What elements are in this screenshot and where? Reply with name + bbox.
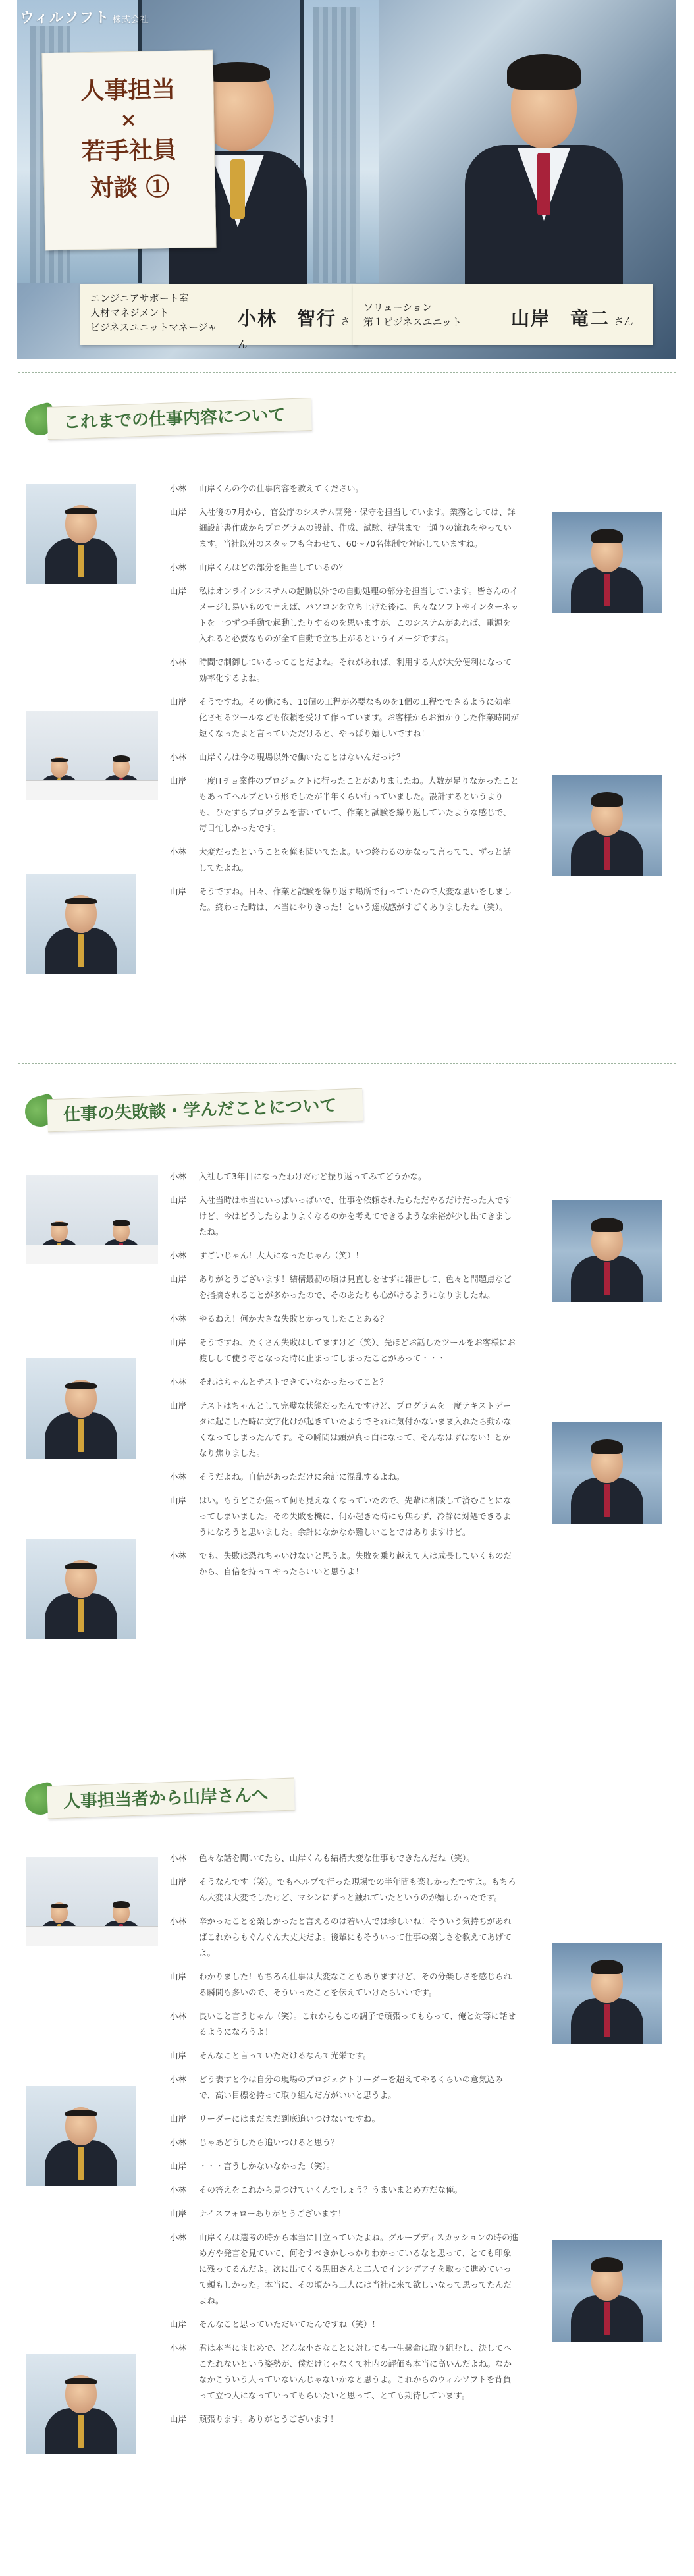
dialogue-line: 山岸 そうですね。その他にも、10個の工程が必要なものを1個の工程でできるように効率化させるツールなども依頼を受けて作っています。お客様からお預かりした作業時間が短くなったよと言っていただけると、やっぱり嬉しいですね！ bbox=[170, 697, 520, 738]
kobayashi-photo bbox=[26, 1358, 136, 1459]
section-title: これまでの仕事内容について bbox=[47, 398, 312, 440]
dialogue bbox=[170, 1850, 519, 2427]
conversation-photo bbox=[26, 1175, 158, 1264]
dialogue-line: 山岸 そうなんです（笑）。でもヘルプで行った現場での半年間も楽しかったですよ。もちろん大変は大変でしたけど、マシンにずっと触れていたというのが嬉しかったです。 bbox=[170, 1877, 516, 1902]
title-line-2: 若手社員 bbox=[81, 136, 177, 166]
section-divider bbox=[18, 1063, 676, 1064]
dialogue-line: 山岸 わかりました！もちろん仕事は大変なこともありますけど、その分楽しさを感じられる瞬間も多いので、そういったことを伝えていけたらいいです。 bbox=[170, 1972, 512, 1997]
dialogue-line: 小林 色々な話を聞いてたら、山岸くんも結構大変な仕事もできたんだね（笑）。 bbox=[170, 1853, 475, 1863]
dialogue-line: 小林 良いこと言うじゃん（笑）。これからもこの調子で頑張ってもらって、俺と対等に話せるようになろうよ！ bbox=[170, 2011, 516, 2037]
dialogue-line: 山岸 ・・・言うしかないなかった（笑）。 bbox=[170, 2161, 335, 2171]
conversation-photo bbox=[26, 711, 158, 800]
kobayashi-photo bbox=[26, 2086, 136, 2186]
section-divider bbox=[18, 372, 676, 373]
dialogue-line: 小林 大変だったということを俺も聞いてたよ。いつ終わるのかなって言ってて、ずっと話してたよね。 bbox=[170, 847, 512, 872]
dialogue-line: 山岸 そんなこと言っていただけるなんて光栄です。 bbox=[170, 2051, 371, 2060]
yamagishi-name: 山岸 竜二 さん bbox=[511, 308, 634, 329]
dialogue-line: 小林 すごいじゃん！大人になったじゃん（笑）！ bbox=[170, 1250, 364, 1260]
title-line-1: 人事担当 bbox=[80, 75, 176, 105]
kobayashi-name-card bbox=[80, 284, 356, 350]
dialogue bbox=[170, 1169, 519, 1580]
yamagishi-photo bbox=[552, 512, 662, 613]
yamagishi-photo bbox=[552, 1943, 662, 2044]
dialogue-line: 小林 山岸くんは選考の時から本当に目立っていたよね。グループディスカッションの時の進め方や発言を見ていて、何をすべきかしっかりわかっているなと思って、とても印象に残ってるんだよ。次に出てくる黒田さんと二人でインシデアチを取って進めていって頼もしかった。本当に、その頃から二人には当社に来て欲しいなって思ってたんだよね。 bbox=[170, 2232, 519, 2305]
dialogue-line: 小林 それはちゃんとテストできていなかったってこと？ bbox=[170, 1377, 388, 1387]
dialogue-line: 小林 やるねえ！何か大きな失敗とかってしたことある？ bbox=[170, 1314, 388, 1324]
dialogue-line: 山岸 入社後の7月から、官公庁のシステム開発・保守を担当しています。業務としては、詳細設計書作成からプログラムの設計、作成、試験、提供まで一通りの流れをやっています。当社以外のスタッフも合わせて、60～70名体制で対応していますね。 bbox=[170, 507, 516, 549]
dialogue-line: 山岸 一度ITチョ案件のプロジェクトに行ったことがありましたね。人数が足りなかったこともあってヘルプという形でしたが半年くらい行っていました。設計するというよりも、ひたすらプログラムを書いていて、作業と試験を繰り返していたような感じで、毎日忙しかったです。 bbox=[170, 776, 519, 833]
dialogue bbox=[170, 481, 519, 915]
yamagishi-photo bbox=[552, 1200, 662, 1302]
dialogue-line: 小林 山岸くんの今の仕事内容を教えてください。 bbox=[170, 483, 364, 493]
yamagishi-photo bbox=[552, 2240, 662, 2342]
dialogue-line: 小林 入社して3年目になったわけだけど振り返ってみてどうかな。 bbox=[170, 1171, 427, 1181]
yamagishi-portrait bbox=[458, 40, 629, 303]
hero-banner bbox=[17, 0, 676, 359]
kobayashi-name: 小林 智行 さん bbox=[238, 308, 351, 350]
yamagishi-dept: ソリューション 第１ビジネスユニット bbox=[363, 302, 462, 328]
dialogue-line: 山岸 私はオンラインシステムの起動以外での自動処理の部分を担当しています。皆さんのイメージし易いもので言えば、パソコンを立ち上げた後に、色々なソフトやインターネットを一つずつ手動で起動したりするのを思いますが、このシステムがあれば、電源を入れると必要なものが全て自動で立ち上がるというイメージですね。 bbox=[170, 586, 519, 643]
dialogue-line: 小林 山岸くんはどの部分を担当しているの？ bbox=[170, 562, 348, 572]
title-cross: × bbox=[120, 108, 138, 132]
dialogue-line: 山岸 テストはちゃんとして完璧な状態だったんですけど、プログラムを一度テキストデータに起こした時に文字化けが起きていたようでそれに気付かないまま入れたら動かなくなってしまったんです。その瞬間は頭が真っ白になって、そんなはずはない！とかなり焦りました。 bbox=[170, 1401, 512, 1458]
dialogue-line: 山岸 リーダーにはまだまだ到底追いつけないですね。 bbox=[170, 2114, 381, 2124]
dialogue-line: 小林 山岸くんは今の現場以外で働いたことはないんだっけ？ bbox=[170, 752, 405, 762]
dialogue-line: 山岸 そうですね、たくさん失敗はしてますけど（笑）、先ほどお話したツールをお客様にお渡しして使うぞとなった時に止まってしまったことがあって・・・ bbox=[170, 1337, 516, 1363]
kobayashi-photo bbox=[26, 874, 136, 974]
dialogue-line: 山岸 そうですね。日々、作業と試験を繰り返す場所で行っていたので大変な思いをしました。終わった時は、本当にやりきった！という達成感がすごくありましたね（笑）。 bbox=[170, 886, 512, 912]
section-title: 仕事の失敗談・学んだことについて bbox=[47, 1088, 363, 1133]
dialogue-line: 小林 時間で制御しているってことだよね。それがあれば、利用する人が大分便利になって効率化するよね。 bbox=[170, 657, 512, 683]
kobayashi-dept: エンジニアサポート室 人材マネジメント ビジネスユニットマネージャ bbox=[90, 292, 218, 333]
kobayashi-photo bbox=[26, 484, 136, 584]
interview-title-card bbox=[41, 50, 216, 250]
kobayashi-photo bbox=[26, 1539, 136, 1639]
section-title: 人事担当者から山岸さんへ bbox=[47, 1777, 295, 1819]
conversation-photo bbox=[26, 1857, 158, 1946]
dialogue-line: 山岸 ありがとうございます！結構最初の頃は見直しをせずに報告して、色々と問題点などを指摘されることが多かったので、そのあたりも心がけるようになりましたね。 bbox=[170, 1274, 512, 1300]
dialogue-line: 山岸 頑張ります。ありがとうございます！ bbox=[170, 2414, 338, 2424]
kobayashi-photo bbox=[26, 2354, 136, 2454]
dialogue-line: 山岸 そんなこと思っていただいてたんですね（笑）！ bbox=[170, 2319, 381, 2329]
dialogue-line: 小林 どう表すと今は自分の現場のプロジェクトリーダーを超えてやるくらいの意気込みで、高い目標を持って取り組んだ方がいいと思うよ。 bbox=[170, 2074, 504, 2100]
building-background bbox=[313, 7, 360, 283]
dialogue-line: 小林 じゃあどうしたら追いつけると思う？ bbox=[170, 2137, 339, 2147]
yamagishi-photo bbox=[552, 1422, 662, 1524]
yamagishi-photo bbox=[552, 775, 662, 876]
section-failures bbox=[0, 1063, 694, 1752]
company-logo: ウィルソフト 株式会社 bbox=[20, 9, 149, 26]
section-work-content bbox=[0, 372, 694, 1063]
dialogue-line: 小林 君は本当にまじめで、どんな小さなことに対しても一生懸命に取り組むし、決してへこたれないという姿勢が、僕だけじゃなくて社内の評価も本当に高いんだよね。なかなかこういう人っていないんじゃないかなと思うよ。これからのウィルソフトを背負って立つ人になっていってもらいたいと思って、とても期待しています。 bbox=[170, 2343, 512, 2400]
yamagishi-name-card bbox=[353, 284, 653, 345]
dialogue-line: 小林 でも、失敗は恐れちゃいけないと思うよ。失敗を乗り越えて人は成長していくものだから、自信を持ってやったらいいと思うよ！ bbox=[170, 1551, 512, 1576]
section-message bbox=[0, 1752, 694, 2576]
dialogue-line: 小林 辛かったことを楽しかったと言えるのは若い人では珍しいね！そういう気持ちがあればこれからもぐんぐん大丈夫だよ。後輩にもそういって仕事の楽しさを教えてあげてよ。 bbox=[170, 1916, 512, 1958]
dialogue-line: 山岸 はい。もうどこか焦って何も見えなくなっていたので、先輩に相談して済むことになってしまいました。その失敗を機に、何か起きた時にも焦らず、冷静に対処できるようになろうと思いました。余計になかなか難しいことではありますけど。 bbox=[170, 1495, 512, 1537]
dialogue-line: 山岸 入社当時はホ当にいっぱいっぱいで、仕事を依頼されたらただやるだけだった人ですけど、今はどうしたらよりよくなるのかを考えてできるような余裕が少し出てきましたね。 bbox=[170, 1195, 512, 1237]
dialogue-line: 小林 そうだよね。自信があっただけに余計に混乱するよね。 bbox=[170, 1472, 405, 1482]
dialogue-line: 山岸 ナイスフォローありがとうございます！ bbox=[170, 2209, 346, 2218]
title-line-3: 対談 ① bbox=[90, 173, 170, 203]
dialogue-line: 小林 その答えをこれから見つけていくんでしょう？うまいまとめ方だな俺。 bbox=[170, 2185, 463, 2195]
